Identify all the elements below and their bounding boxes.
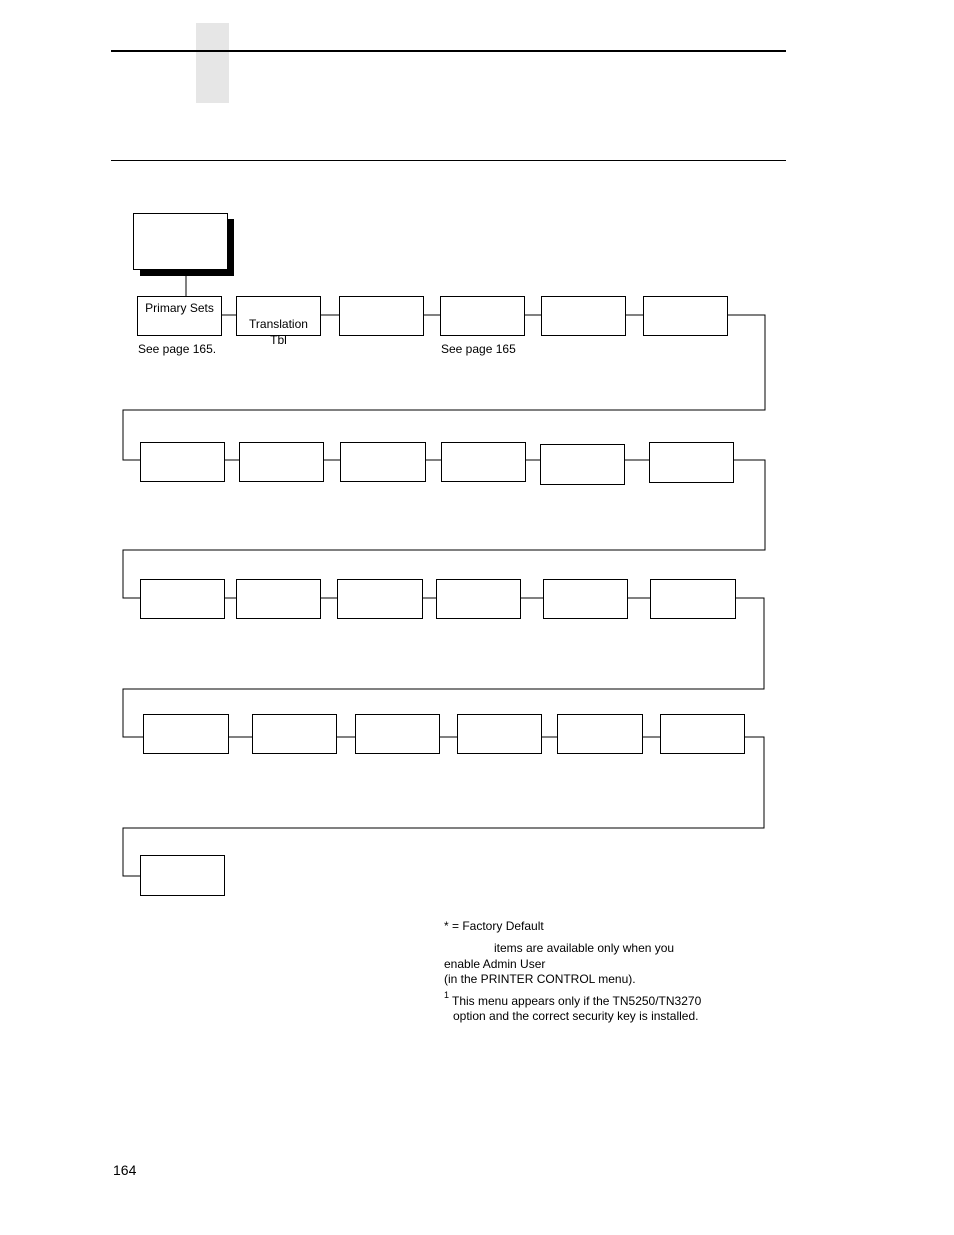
menu-box-primary-sets xyxy=(137,296,222,336)
menu-box xyxy=(441,442,526,482)
menu-box xyxy=(239,442,324,482)
menu-box xyxy=(649,442,734,483)
menu-box xyxy=(440,296,525,336)
see-page-note-1: See page 165. xyxy=(138,342,217,356)
menu-box xyxy=(140,579,225,619)
menu-box xyxy=(660,714,745,754)
menu-box xyxy=(140,855,225,896)
page-number: 164 xyxy=(113,1162,137,1178)
root-menu-box xyxy=(133,213,228,270)
footnote-line1: This menu appears only if the TN5250/TN3270 xyxy=(452,994,702,1008)
menu-box xyxy=(143,714,229,754)
menu-box xyxy=(543,579,628,619)
menu-box-translation-tbl xyxy=(236,296,321,347)
admin-note-line3: (in the PRINTER CONTROL menu). xyxy=(444,972,636,986)
menu-box xyxy=(457,714,542,754)
menu-box-label: Translation Tbl xyxy=(249,317,308,347)
admin-note-line2: enable Admin User xyxy=(444,957,546,971)
menu-box xyxy=(355,714,440,754)
menu-box xyxy=(540,444,625,485)
menu-box xyxy=(140,442,225,482)
menu-box xyxy=(337,579,423,619)
admin-note-line1: items are available only when you xyxy=(494,941,675,955)
factory-default-legend: * = Factory Default xyxy=(444,919,544,933)
menu-box-label: Primary Sets xyxy=(145,301,214,315)
footnote-mark: 1 xyxy=(444,990,450,1000)
footnote-line2: option and the correct security key is installed. xyxy=(453,1009,699,1023)
menu-box xyxy=(340,442,426,482)
menu-box xyxy=(436,579,521,619)
menu-box xyxy=(643,296,728,336)
menu-box xyxy=(339,296,424,336)
menu-box xyxy=(252,714,337,754)
menu-box xyxy=(236,579,321,619)
menu-box xyxy=(541,296,626,336)
menu-box xyxy=(650,579,736,619)
menu-box xyxy=(557,714,643,754)
see-page-note-2: See page 165 xyxy=(441,342,516,356)
